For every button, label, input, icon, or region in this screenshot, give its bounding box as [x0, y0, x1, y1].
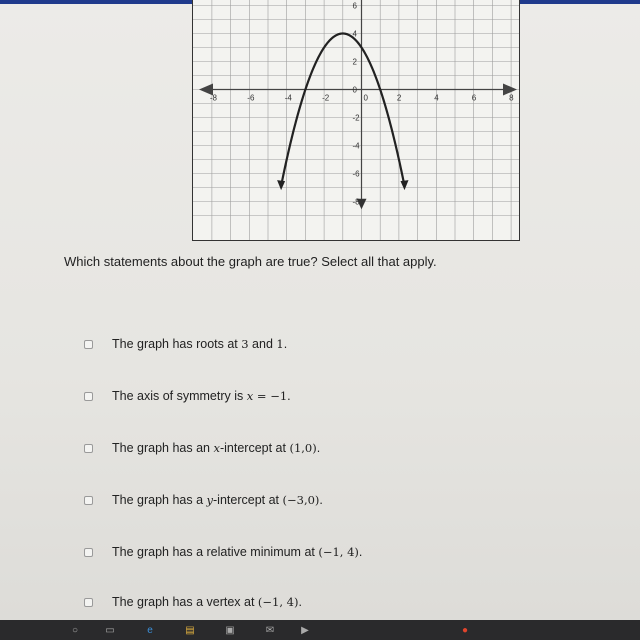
y-tick-label: 2	[352, 57, 357, 67]
option-checkbox[interactable]	[84, 598, 93, 607]
store-icon[interactable]: ▣	[225, 625, 235, 636]
option-label	[112, 595, 302, 609]
option-text-part: x	[246, 389, 254, 403]
x-tick-label: 2	[396, 93, 402, 103]
option-label	[112, 441, 320, 455]
y-tick-label: -6	[352, 169, 360, 179]
y-tick-label: -8	[352, 197, 360, 207]
option-text-part: x	[213, 441, 220, 455]
option-checkbox[interactable]	[84, 340, 93, 349]
option-text-part: (1,0)	[289, 441, 317, 455]
parabola-graph	[193, 0, 519, 240]
y-tick-label: 6	[352, 1, 357, 11]
x-tick-label: -2	[322, 93, 330, 103]
curve-right-arrow	[401, 180, 409, 190]
option-label	[112, 389, 291, 403]
x-tick-label: 0	[363, 93, 368, 103]
option-label	[112, 545, 362, 559]
option-text-part: (−1, 4)	[257, 595, 299, 609]
media-icon[interactable]: ▶	[301, 625, 309, 636]
browser-icon[interactable]: ●	[461, 625, 469, 636]
option-text-part: .	[283, 337, 288, 351]
option-text-part: .	[319, 493, 323, 507]
curve-left-arrow	[277, 180, 285, 190]
option-text-part: = −1	[253, 389, 288, 403]
option-text-part: The graph has roots at	[112, 337, 242, 351]
option-text-part: The graph has a	[112, 493, 207, 507]
x-tick-label: 6	[471, 93, 477, 103]
file-explorer-icon[interactable]: ▤	[185, 625, 195, 636]
mail-icon[interactable]: ✉	[265, 625, 275, 636]
edge-icon[interactable]: e	[147, 625, 153, 636]
option-label	[112, 493, 323, 507]
answer-option[interactable]	[84, 438, 320, 458]
graph-panel	[192, 0, 520, 241]
taskbar	[0, 620, 640, 640]
option-text-part: 3	[241, 337, 249, 351]
option-text-part: The graph has an	[112, 441, 214, 455]
x-tick-label: -6	[247, 93, 255, 103]
option-checkbox[interactable]	[84, 496, 93, 505]
x-tick-label: 8	[509, 93, 514, 103]
option-text-part: .	[287, 389, 291, 403]
y-tick-label: 0	[352, 85, 357, 95]
answer-option[interactable]	[84, 542, 362, 562]
option-text-part: (−3,0)	[282, 493, 320, 507]
option-checkbox[interactable]	[84, 548, 93, 557]
option-text-part: .	[298, 595, 302, 609]
x-tick-label: -8	[209, 93, 218, 103]
option-checkbox[interactable]	[84, 392, 93, 401]
option-text-part: and	[248, 337, 277, 351]
option-text-part: The axis of symmetry is	[112, 389, 247, 403]
answer-option[interactable]	[84, 386, 291, 406]
y-tick-label: -2	[352, 113, 360, 123]
x-tick-label: -4	[284, 93, 292, 103]
option-checkbox[interactable]	[84, 444, 93, 453]
option-text-part: (−1, 4)	[318, 545, 359, 559]
answer-option[interactable]	[84, 592, 302, 612]
option-text-part: The graph has a vertex at	[112, 595, 258, 609]
option-text-part: y	[206, 493, 214, 507]
option-text-part: .	[316, 441, 321, 455]
option-text-part: The graph has a relative minimum at	[112, 545, 319, 559]
option-label	[112, 337, 287, 351]
y-tick-label: -4	[352, 141, 360, 151]
option-text-part: -intercept at	[219, 441, 290, 455]
x-tick-label: 4	[434, 93, 439, 103]
option-text-part: -intercept at	[213, 493, 283, 507]
answer-option[interactable]	[84, 490, 323, 510]
search-icon[interactable]: ○	[71, 625, 79, 636]
option-text-part: 1	[276, 337, 284, 351]
answer-option[interactable]	[84, 334, 287, 354]
question-text: Which statements about the graph are true? Select all that apply.	[64, 254, 437, 269]
y-tick-label: 4	[352, 29, 357, 39]
task-view-icon[interactable]: ▭	[105, 625, 115, 636]
option-text-part: .	[358, 545, 363, 559]
